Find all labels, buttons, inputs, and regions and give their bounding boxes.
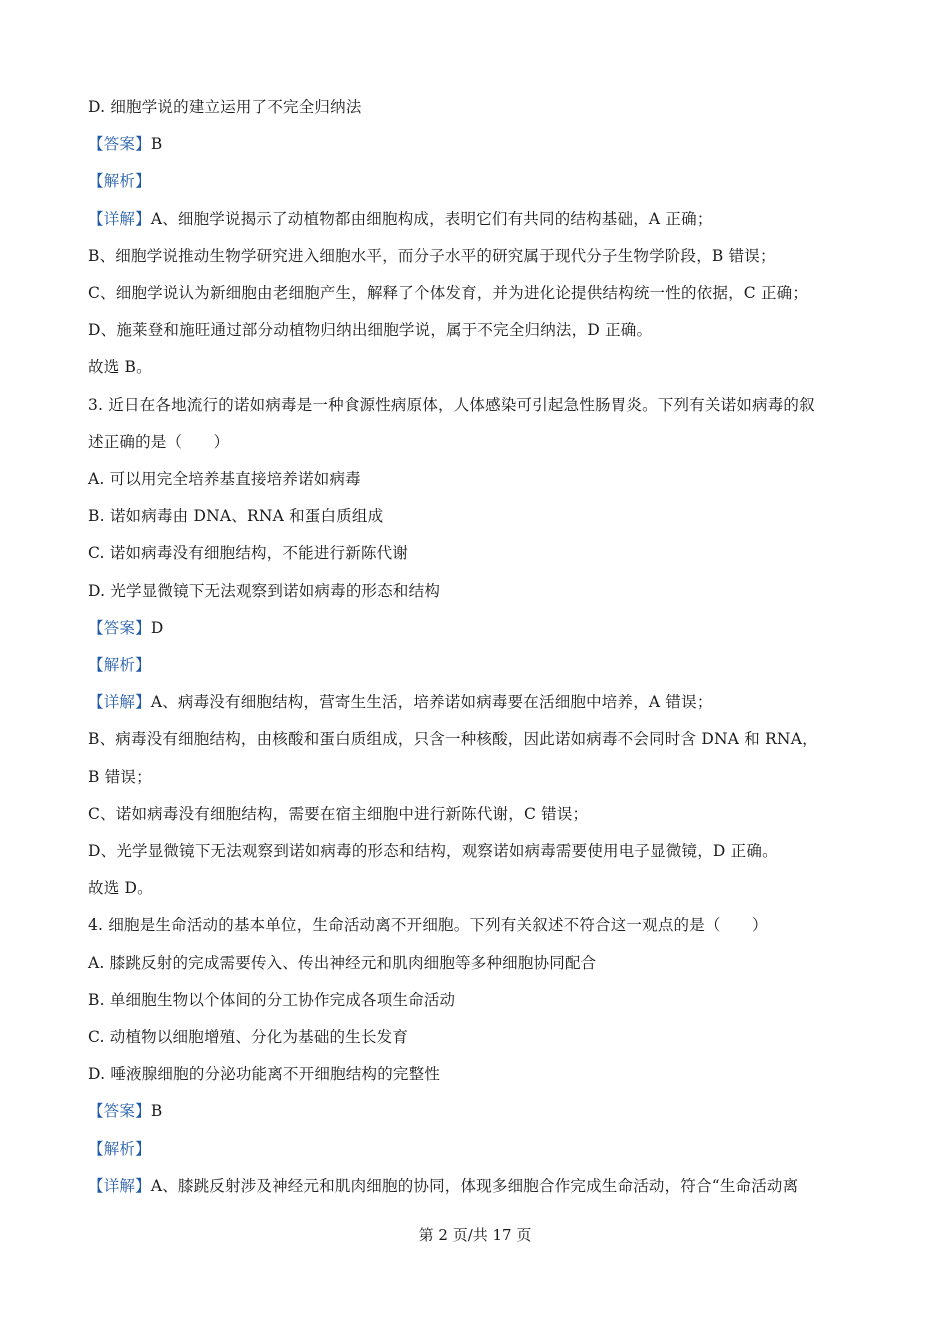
text-line xyxy=(88,1138,888,1160)
text-line xyxy=(88,728,888,750)
text-line xyxy=(88,133,888,155)
text-line xyxy=(88,803,888,825)
text-line xyxy=(88,282,888,304)
text-line xyxy=(88,505,888,527)
text-line xyxy=(88,580,888,602)
text-line xyxy=(88,96,888,118)
text-line xyxy=(88,1063,888,1085)
line-text: D. 细胞学说的建立运用了不完全归纳法 xyxy=(88,98,362,116)
text-line xyxy=(88,840,888,862)
section-tag: 【答案】 xyxy=(88,618,151,637)
section-tag: 【详解】 xyxy=(88,693,151,712)
line-text: C. 动植物以细胞增殖、分化为基础的生长发育 xyxy=(88,1028,409,1046)
line-text: A、细胞学说揭示了动植物都由细胞构成，表明它们有共同的结构基础，A 正确； xyxy=(150,209,713,228)
text-line xyxy=(88,356,888,378)
line-text: C、诺如病毒没有细胞结构，需要在宿主细胞中进行新陈代谢，C 错误； xyxy=(88,804,589,823)
text-line xyxy=(88,208,888,230)
text-line xyxy=(88,691,888,713)
text-line xyxy=(88,877,888,899)
line-text: D、施莱登和施旺通过部分动植物归纳出细胞学说，属于不完全归纳法，D 正确。 xyxy=(88,321,653,340)
text-line xyxy=(88,394,888,416)
line-text: D. 唾液腺细胞的分泌功能离不开细胞结构的完整性 xyxy=(88,1065,441,1084)
line-text: B xyxy=(150,135,163,154)
section-tag: 【解析】 xyxy=(88,656,151,674)
line-text: A、病毒没有细胞结构，营寄生生活，培养诺如病毒要在活细胞中培养，A 错误； xyxy=(150,693,713,712)
text-line xyxy=(88,1175,888,1197)
line-text: B xyxy=(150,1102,163,1121)
text-line xyxy=(88,542,888,564)
section-tag: 【答案】 xyxy=(88,135,151,154)
text-line xyxy=(88,1026,888,1048)
line-text: B. 诺如病毒由 DNA、RNA 和蛋白质组成 xyxy=(88,507,384,526)
text-line xyxy=(88,1100,888,1122)
text-line xyxy=(88,952,888,974)
text-line xyxy=(88,431,888,453)
line-text: 述正确的是（ ） xyxy=(88,432,230,451)
line-text: B. 单细胞生物以个体间的分工协作完成各项生命活动 xyxy=(88,990,456,1009)
section-tag: 【详解】 xyxy=(88,209,151,228)
section-tag: 【答案】 xyxy=(88,1102,151,1121)
line-text: C. 诺如病毒没有细胞结构，不能进行新陈代谢 xyxy=(88,544,409,563)
section-tag: 【解析】 xyxy=(88,172,151,191)
line-text: A. 膝跳反射的完成需要传入、传出神经元和肌肉细胞等多种细胞协同配合 xyxy=(88,953,597,972)
line-text: B、细胞学说推动生物学研究进入细胞水平，而分子水平的研究属于现代分子生物学阶段，B 错误； xyxy=(88,246,776,265)
section-tag: 【解析】 xyxy=(88,1139,151,1158)
text-line xyxy=(88,766,888,788)
line-text: 故选 B。 xyxy=(88,358,152,377)
line-text: B 错误； xyxy=(88,767,152,786)
line-text: C、细胞学说认为新细胞由老细胞产生，解释了个体发育，并为进化论提供结构统一性的依据，C 正确； xyxy=(88,284,809,302)
line-text: D、光学显微镜下无法观察到诺如病毒的形态和结构，观察诺如病毒需要使用电子显微镜，D 正确。 xyxy=(88,842,778,860)
text-line xyxy=(88,914,888,936)
line-text: 故选 D。 xyxy=(88,879,153,898)
page-footer: 第 2 页/共 17 页 xyxy=(418,1226,532,1244)
line-text: D. 光学显微镜下无法观察到诺如病毒的形态和结构 xyxy=(88,581,441,600)
line-text: A、膝跳反射涉及神经元和肌肉细胞的协同，体现多细胞合作完成生命活动，符合“生命活动离 xyxy=(150,1176,799,1195)
text-line xyxy=(88,245,888,267)
line-text: 3. 近日在各地流行的诺如病毒是一种食源性病原体，人体感染可引起急性肠胃炎。下列有关诺如病毒的叙 xyxy=(88,395,815,414)
text-line xyxy=(88,989,888,1011)
text-line xyxy=(88,654,888,676)
line-text: 4. 细胞是生命活动的基本单位，生命活动离不开细胞。下列有关叙述不符合这一观点的是（ ） xyxy=(88,916,768,935)
line-text: A. 可以用完全培养基直接培养诺如病毒 xyxy=(88,470,361,488)
text-line xyxy=(88,170,888,192)
text-line xyxy=(88,617,888,639)
text-line xyxy=(88,468,888,490)
text-line xyxy=(88,319,888,341)
line-text: D xyxy=(150,618,164,637)
line-text: B、病毒没有细胞结构，由核酸和蛋白质组成，只含一种核酸，因此诺如病毒不会同时含 DNA 和 RNA， xyxy=(88,730,818,749)
section-tag: 【详解】 xyxy=(88,1176,151,1195)
